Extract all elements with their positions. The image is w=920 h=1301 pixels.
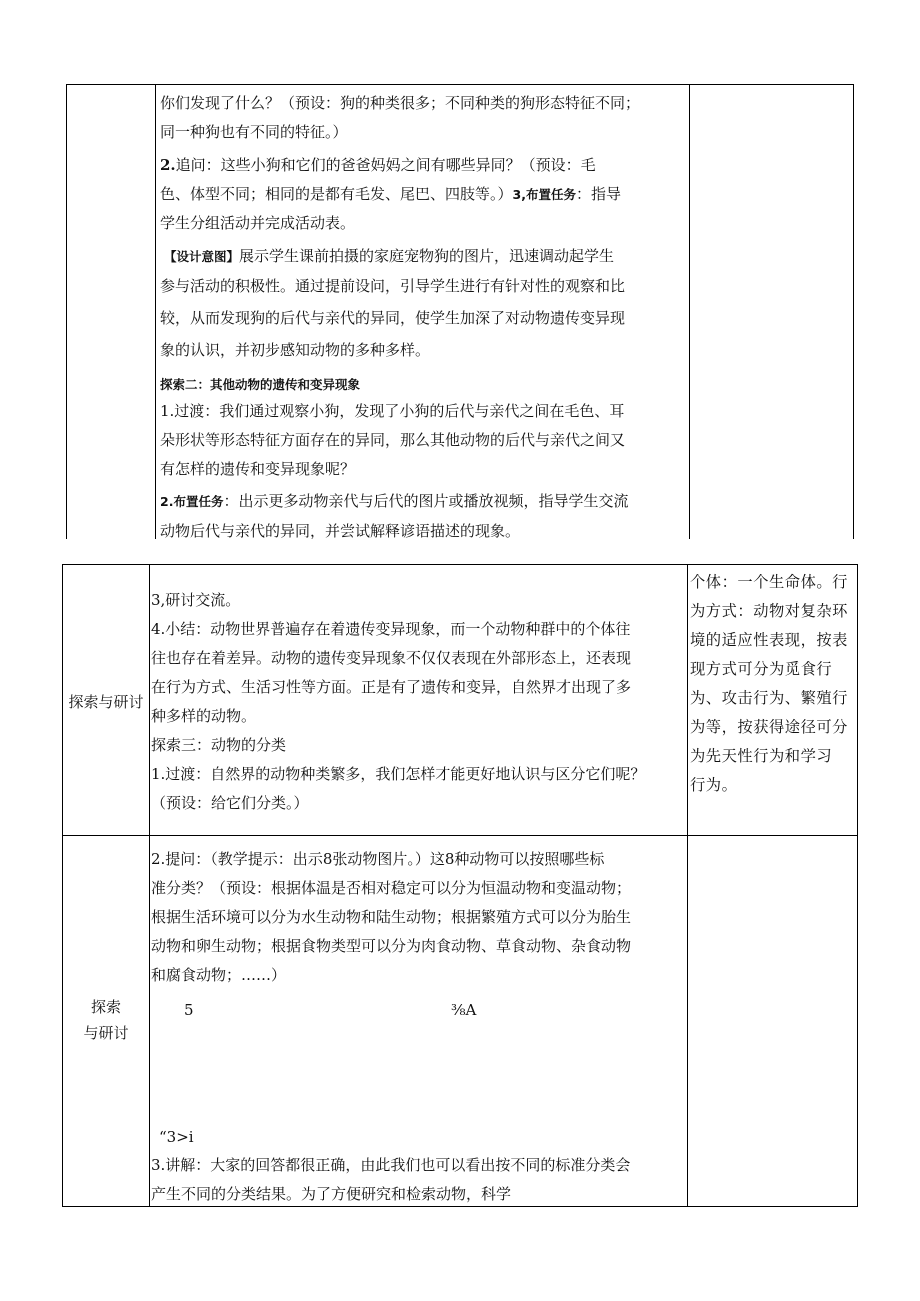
row-divider [63,835,857,836]
ocr-artifact: 5 [184,1001,194,1019]
note-line: 为方式：动物对复杂环 [690,602,848,620]
text-line: 同一种狗也有不同的特征。） [160,123,348,141]
text-line: 参与活动的积极性。通过提前设问，引导学生进行有针对性的观察和比 [160,277,626,295]
note-line: 为等，按获得途径可分 [690,718,848,736]
text-line: 往也存在着差异。动物的遗传变异现象不仅仅表现在外部形态上，还表现 [151,649,632,667]
table-divider-right [689,85,690,539]
text-line: 追问：这些小狗和它们的爸爸妈妈之间有哪些异同？（预设：毛 [175,156,596,174]
table-divider-right [687,565,688,1206]
text-line: 有怎样的遗传和变异现象呢？ [160,460,356,478]
text-line: 象的认识，并初步感知动物的多种多样。 [160,341,431,359]
text-line: 种多样的动物。 [151,707,257,725]
note-line: 现方式可分为觅食行 [690,660,833,678]
text-line: 学生分组活动并完成活动表。 [160,214,356,232]
text-line: 1.过渡：自然界的动物种类繁多，我们怎样才能更好地认识与区分它们呢？ [151,765,646,783]
text-line: 和腐食动物；……） [151,966,287,984]
activity-cell [160,89,688,539]
design-label: 【设计意图】 [164,249,240,264]
note-line: 境的适应性表现，按表 [690,631,848,649]
section-label-line: 与研讨 [83,1024,129,1042]
activity-cell [151,586,685,818]
task-label: 2.布置任务 [160,494,224,509]
text-line: ：出示更多动物亲代与后代的图片或播放视频，指导学生交流 [223,492,629,510]
activity-cell [151,1151,685,1209]
table-divider-left [149,565,150,1206]
activity-cell [151,845,685,990]
section-label [63,994,149,1046]
section-label: 探索与研讨 [68,693,144,711]
text-line: 准分类？（预设：根据体温是否相对稳定可以分为恒温动物和变温动物； [151,879,632,897]
note-line: 为、攻击行为、繁殖行 [690,689,848,707]
design-intent [160,242,688,271]
note-line: 行为。 [690,776,738,794]
task-label: 3,布置任务 [512,187,576,202]
text-line: 1.过渡：我们通过观察小狗，发现了小狗的后代与亲代之间在毛色、耳 [160,402,625,420]
text-line: 动物和卵生动物；根据食物类型可以分为肉食动物、草食动物、杂食动物 [151,937,632,955]
text-line: 3.讲解：大家的回答都很正确，由此我们也可以看出按不同的标准分类会 [151,1156,631,1174]
text-line: 朵形状等形态特征方面存在的异同，那么其他动物的后代与亲代之间又 [160,431,626,449]
task-line [160,180,688,209]
cut-off-line: 动物后代与亲代的异同，并尝试解释谚语描述的现象。 [160,522,521,539]
explore-three-title: 探索三：动物的分类 [151,736,287,754]
section-label-line: 探索 [90,998,121,1016]
lesson-table-bottom [62,564,858,1207]
note-line: 为先天性行为和学习 [690,747,833,765]
ocr-artifact: “3>i [159,1128,194,1146]
note-line: 个体：一个生命体。行 [690,573,848,591]
table-divider-left [155,85,156,539]
lesson-table-top [66,84,854,539]
text-line: （预设：给它们分类。） [151,794,309,812]
explore-two-title: 探索二：其他动物的遗传和变异现象 [160,377,361,392]
text-line: 在行为方式、生活习性等方面。正是有了遗传和变异，自然界才出现了多 [151,678,632,696]
text-line: 产生不同的分类结果。为了方便研究和检索动物，科学 [151,1185,512,1203]
ocr-artifact: ⅜A [451,1001,477,1019]
text-line: 根据生活环境可以分为水生动物和陆生动物；根据繁殖方式可以分为胎生 [151,908,632,926]
text-line: 你们发现了什么？（预设：狗的种类很多；不同种类的狗形态特征不同； [160,94,641,112]
assign-task [160,487,688,516]
text-line: 展示学生课前拍摄的家庭宠物狗的图片，迅速调动起学生 [239,247,615,265]
text-line: 2.提问：（教学提示：出示8张动物图片。）这8种动物可以按照哪些标 [151,850,605,868]
followup-question [160,151,688,180]
item-number: 2. [160,156,176,174]
note-cell [690,568,857,800]
text-line: 3,研讨交流。 [151,591,241,609]
text-line: 色、体型不同；相同的是都有毛发、尾巴、四肢等。） [160,185,513,203]
text-line: ：指导 [575,185,621,203]
text-line: 4.小结：动物世界普遍存在着遗传变异现象，而一个动物种群中的个体往 [151,620,631,638]
text-line: 较，从而发现狗的后代与亲代的异同，使学生加深了对动物遗传变异现 [160,309,626,327]
